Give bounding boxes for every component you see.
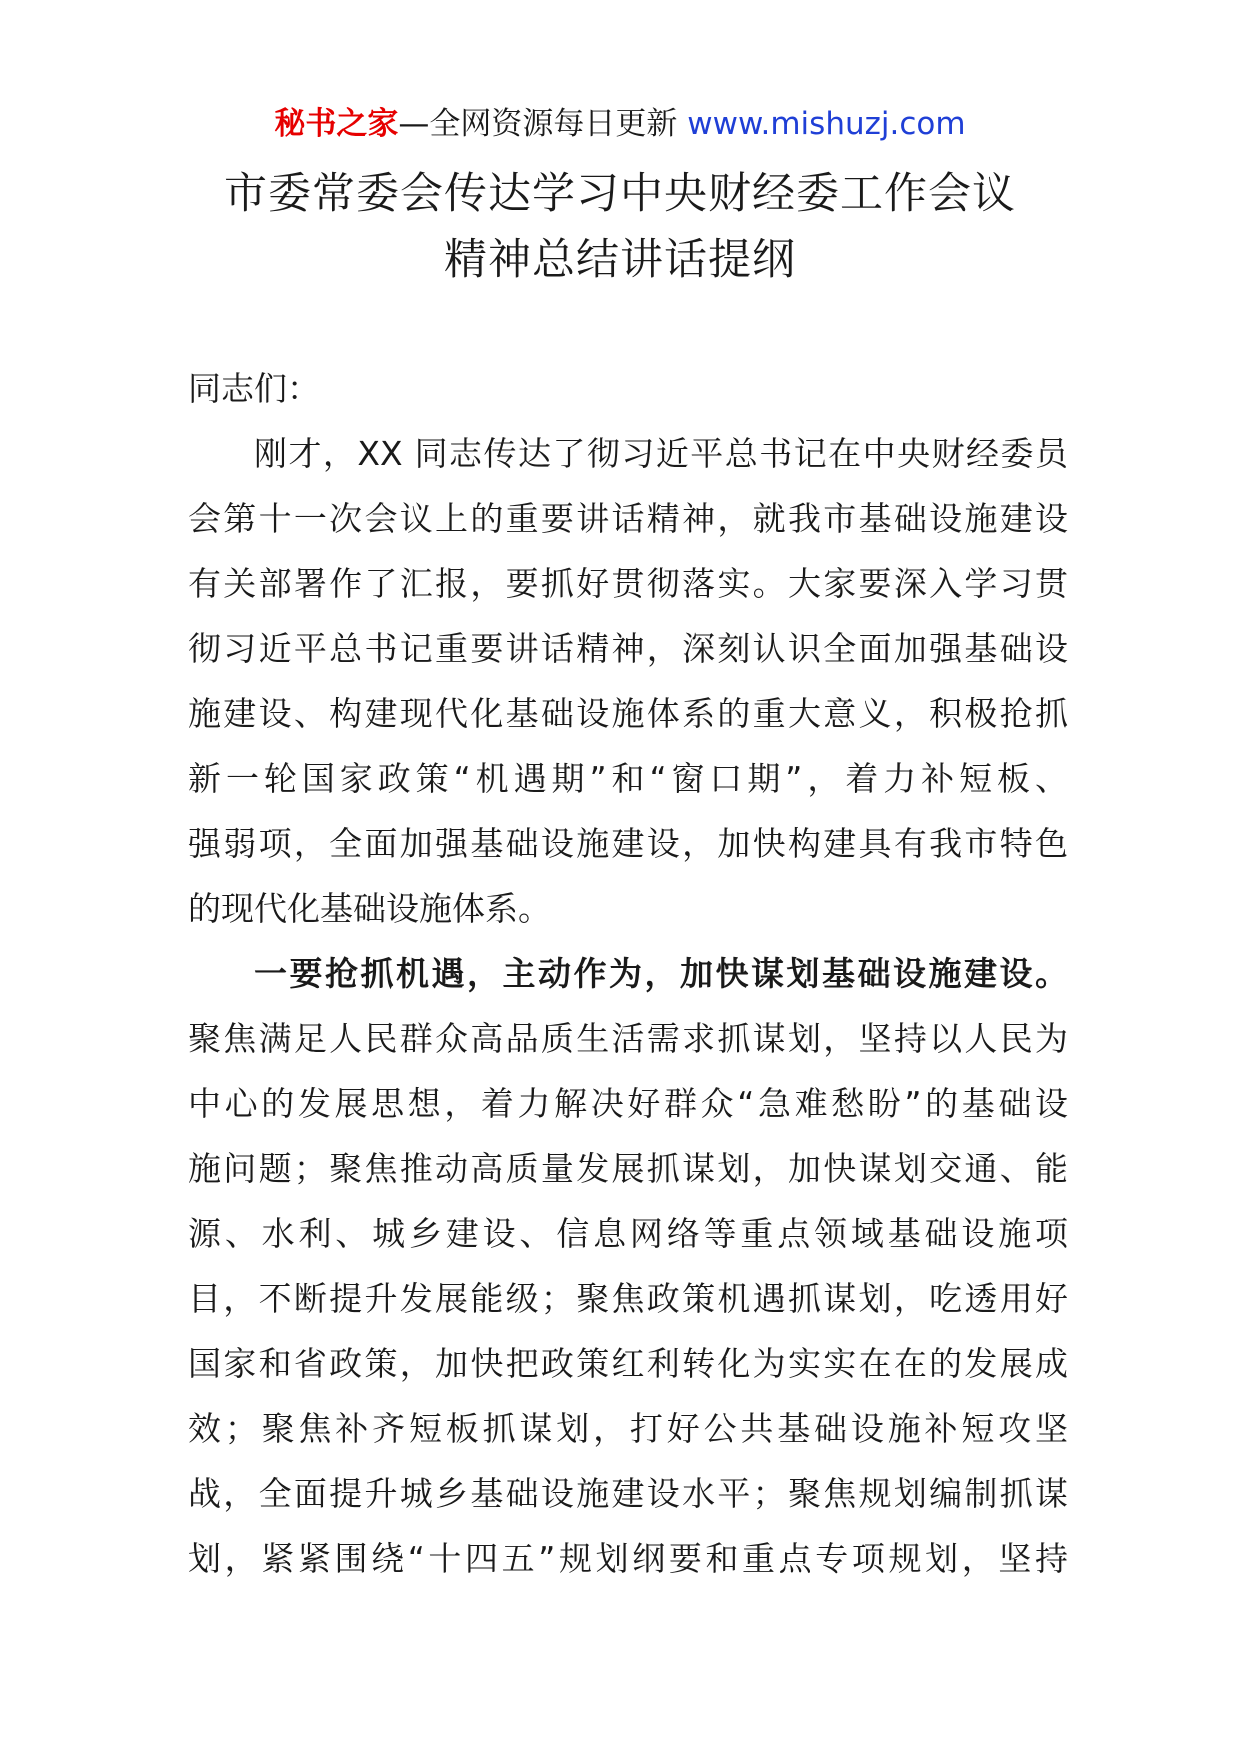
document-title-line-1: 市委常委会传达学习中央财经委工作会议 xyxy=(224,169,1016,219)
paragraph-line: 源、水利、城乡建设、信息网络等重点领域基础设施项 xyxy=(188,1214,1068,1253)
paragraph-line: 彻习近平总书记重要讲话精神，深刻认识全面加强基础设 xyxy=(188,629,1068,668)
paragraph-line: 效；聚焦补齐短板抓谋划，打好公共基础设施补短攻坚 xyxy=(188,1409,1068,1448)
site-url-link[interactable]: www.mishuzj.com xyxy=(687,106,966,142)
paragraph-line: 有关部署作了汇报，要抓好贯彻落实。大家要深入学习贯 xyxy=(188,564,1068,603)
source-header xyxy=(0,100,1240,148)
paragraph-line: 施建设、构建现代化基础设施体系的重大意义，积极抢抓 xyxy=(188,694,1068,733)
paragraph-line: 国家和省政策，加快把政策红利转化为实实在在的发展成 xyxy=(188,1344,1068,1383)
paragraph-line: 中心的发展思想，着力解决好群众“急难愁盼”的基础设 xyxy=(188,1084,1068,1123)
brand-name: 秘书之家 xyxy=(274,106,399,142)
paragraph-line: 新一轮国家政策“机遇期”和“窗口期”，着力补短板、 xyxy=(188,759,1068,798)
document-body xyxy=(188,356,1068,1591)
paragraph-line: 强弱项，全面加强基础设施建设，加快构建具有我市特色 xyxy=(188,824,1068,863)
paragraph-line: 会第十一次会议上的重要讲话精神，就我市基础设施建设 xyxy=(188,499,1068,538)
document-title-line-2: 精神总结讲话提纲 xyxy=(444,235,796,285)
paragraph-line: 目，不断提升发展能级；聚焦政策机遇抓谋划，吃透用好 xyxy=(188,1279,1068,1318)
paragraph-line: 划，紧紧围绕“十四五”规划纲要和重点专项规划，坚持 xyxy=(188,1539,1068,1578)
section-heading: 一要抢抓机遇，主动作为，加快谋划基础设施建设。 xyxy=(254,954,1068,993)
salutation: 同志们： xyxy=(188,369,320,408)
paragraph-line: 聚焦满足人民群众高品质生活需求抓谋划，坚持以人民为 xyxy=(188,1019,1068,1058)
paragraph-line: 战，全面提升城乡基础设施建设水平；聚焦规划编制抓谋 xyxy=(188,1474,1068,1513)
paragraph-line: 刚才，XX 同志传达了彻习近平总书记在中央财经委员 xyxy=(254,434,1068,473)
header-slogan: —全网资源每日更新 xyxy=(398,106,678,142)
paragraph-line: 施问题；聚焦推动高质量发展抓谋划，加快谋划交通、能 xyxy=(188,1149,1068,1188)
paragraph-line: 的现代化基础设施体系。 xyxy=(188,889,551,928)
